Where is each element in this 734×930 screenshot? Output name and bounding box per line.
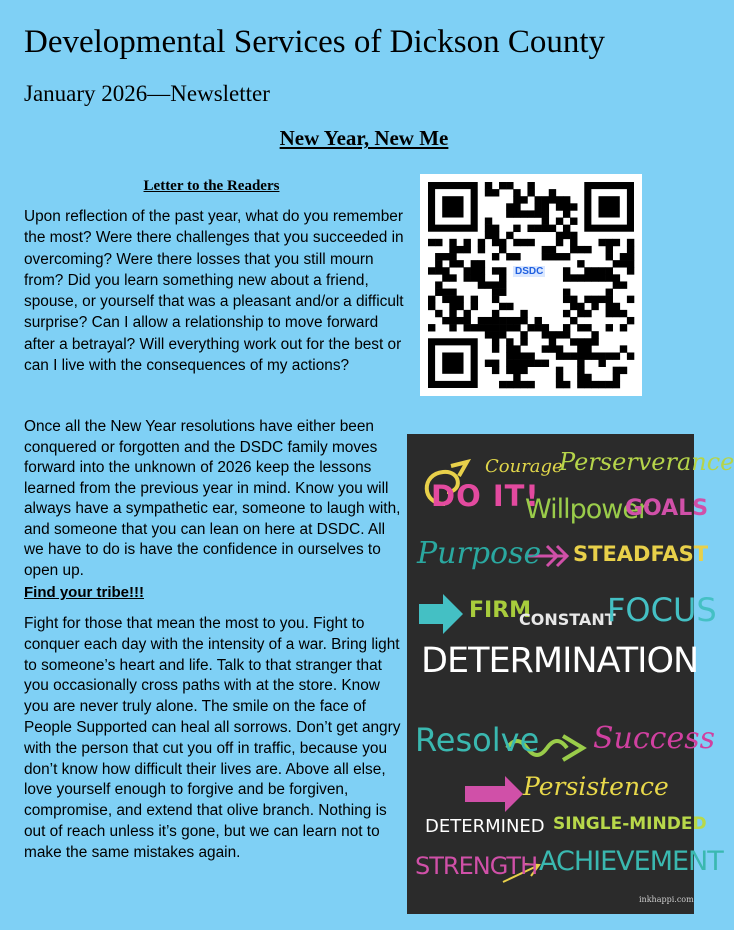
- word-constant: CONSTANT: [519, 610, 616, 629]
- word-willpower: Willpower: [525, 494, 649, 525]
- word-focus: FOCUS: [607, 591, 717, 629]
- word-firm: FIRM: [469, 598, 532, 623]
- tribe-heading: Find your tribe!!!: [24, 584, 144, 601]
- word-do-it: DO IT!: [431, 479, 540, 513]
- qr-code[interactable]: [420, 174, 642, 396]
- letter-paragraph-1: Upon reflection of the past year, what do you remember the most? Were there challenges that you succeeded in overcoming? Were there losses that you still mourn from? Did you learn something new about a friend, spouse, or yourself that was a pleasant and/or a difficult surprise? Can I allow a relationship to move forward after a betrayal? Will everything work out for the best or can I live with the consequences of my actions?: [24, 208, 404, 375]
- letter-paragraph-3: Fight for those that mean the most to you. Fight to conquer each day with the intensity of a war. Bring light to someone’s heart and life. Talk to that stranger that you occasionally cross paths with at the store. Know you are never truly alone. The smile on the face of People Supported can heal all sorrows. Don’t get angry with the person that cut you off in traffic, because you don’t know how difficult their lives are. Above all else, love yourself enough to forgive and be forgiven, compromise, and extend that olive branch. Nothing is out of reach unless it’s gone, but we can learn not to make the same mistakes again.: [24, 615, 401, 861]
- newsletter-headline: New Year, New Me: [279, 126, 449, 150]
- word-achievement: ACHIEVEMENT: [539, 846, 723, 877]
- word-perseverance: Perserverance: [559, 448, 734, 476]
- poster-credit: inkhappi.com: [639, 895, 694, 904]
- word-determined: DETERMINED: [425, 816, 545, 837]
- firm-arrow-icon: [419, 594, 463, 634]
- word-determination: DETERMINATION: [421, 641, 699, 681]
- word-courage: Courage: [485, 456, 563, 477]
- word-goals: GOALS: [625, 496, 709, 521]
- letter-paragraph-2: Once all the New Year resolutions have either been conquered or forgotten and the DSDC family moves forward into the unknown of 2026 keep the lessons learned from the previous year in mind. Know you will always have a sympathetic ear, someone to laugh with, and someone that you can lean on here at DSDC. All we have to do is have the confidence in ourselves to open up.: [24, 418, 401, 579]
- word-resolve: Resolve: [415, 721, 540, 759]
- word-single-minded: SINGLE-MINDED: [553, 814, 707, 834]
- org-title: Developmental Services of Dickson County: [24, 24, 606, 60]
- motivational-word-poster: [407, 434, 734, 914]
- word-purpose: Purpose: [417, 536, 542, 571]
- word-persistence: Persistence: [523, 772, 669, 801]
- word-steadfast: STEADFAST: [573, 542, 709, 566]
- persistence-arrow-icon: [465, 776, 523, 812]
- qr-code-pattern: [420, 174, 642, 396]
- word-strength: STRENGTH: [415, 852, 538, 880]
- word-success: Success: [593, 721, 716, 756]
- qr-center-label: DSDC: [515, 266, 544, 277]
- issue-line: January 2026—Newsletter: [24, 81, 270, 106]
- letter-heading: Letter to the Readers: [143, 178, 280, 194]
